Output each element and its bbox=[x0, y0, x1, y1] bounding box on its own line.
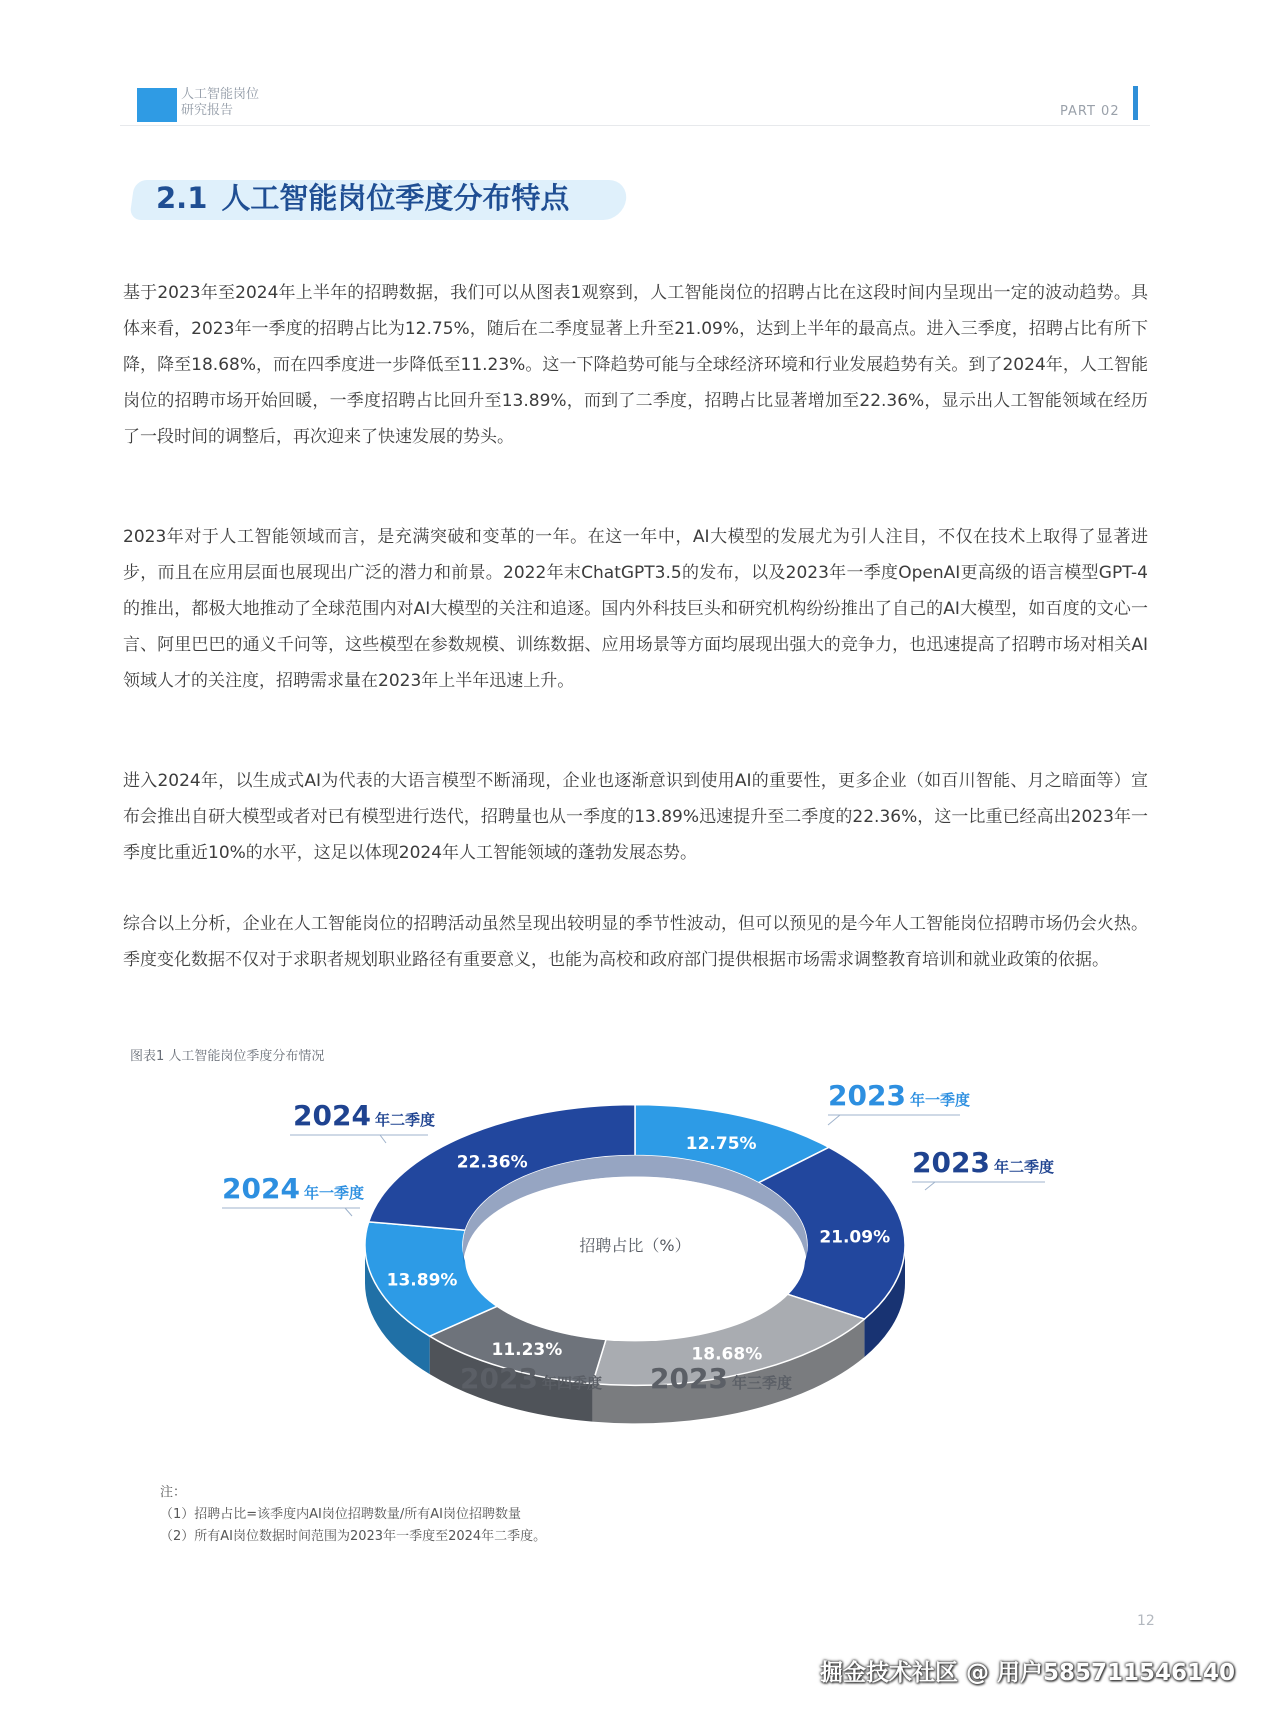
header-logo-square bbox=[137, 88, 177, 122]
note-item-1: （1）招聘占比=该季度内AI岗位招聘数量/所有AI岗位招聘数量 bbox=[160, 1507, 521, 1522]
header-divider bbox=[120, 125, 1150, 126]
body-paragraph-2: 2023年对于人工智能领域而言，是充满突破和变革的一年。在这一年中，AI大模型的发展尤为引人注目，不仅在技术上取得了显著进步，而且在应用层面也展现出广泛的潜力和前景。2022年末ChatGPT3.5的发布，以及2023年一季度OpenAI更高级的语言模型GPT-4的推出，都极大地推动了全球范围内对AI大模型的关注和追逐。国内外科技巨头和研究机构纷纷推出了自己的AI大模型，如百度的文心一言、阿里巴巴的通义千问等，这些模型在参数规模、训练数据、应用场景等方面均展现出强大的竞争力，也迅速提高了招聘市场对相关AI领域人才的关注度，招聘需求量在2023年上半年迅速上升。 bbox=[123, 527, 1148, 691]
slice-value-label-1: 12.75% bbox=[685, 1134, 757, 1155]
slice-value-label-2: 21.09% bbox=[819, 1227, 891, 1248]
callout-pointer-2 bbox=[925, 1182, 935, 1190]
header-report-title bbox=[181, 87, 259, 119]
donut-hole bbox=[465, 1177, 805, 1342]
callout-label-5: 2024 年一季度 bbox=[222, 1172, 364, 1205]
section-number: 2.1 bbox=[156, 181, 208, 215]
figure-caption: 图表1 人工智能岗位季度分布情况 bbox=[130, 1049, 325, 1064]
page-number: 12 bbox=[1137, 1613, 1155, 1629]
slice-value-label-6: 22.36% bbox=[456, 1152, 528, 1173]
section-heading bbox=[156, 176, 569, 217]
note-item-2: （2）所有AI岗位数据时间范围为2023年一季度至2024年二季度。 bbox=[160, 1529, 547, 1544]
header-title-line1: 人工智能岗位 bbox=[181, 87, 260, 102]
notes-heading: 注： bbox=[160, 1485, 187, 1500]
header-title-line2: 研究报告 bbox=[181, 103, 234, 118]
callout-label-2: 2023 年二季度 bbox=[912, 1146, 1054, 1179]
watermark: 掘金技术社区 @ 用户585711546140 bbox=[820, 1660, 1236, 1686]
callout-label-4: 2023 年四季度 bbox=[460, 1362, 602, 1395]
callout-label-3: 2023 年三季度 bbox=[650, 1362, 792, 1395]
body-paragraph-3: 进入2024年，以生成式AI为代表的大语言模型不断涌现，企业也逐渐意识到使用AI的重要性，更多企业（如百川智能、月之暗面等）宣布会推出自研大模型或者对已有模型进行迭代，招聘量也从一季度的13.89%迅速提升至二季度的22.36%，这一比重已经高出2023年一季度比重近10%的水平，这足以体现2024年人工智能领域的蓬勃发展态势。 bbox=[123, 771, 1148, 863]
slice-value-label-5: 13.89% bbox=[386, 1270, 458, 1291]
section-title-text: 人工智能岗位季度分布特点 bbox=[221, 181, 570, 215]
quarterly-donut-chart bbox=[0, 1070, 1268, 1430]
callout-label-1: 2023 年一季度 bbox=[828, 1079, 970, 1112]
callout-pointer-5 bbox=[345, 1208, 352, 1216]
callout-pointer-1 bbox=[828, 1115, 840, 1125]
body-paragraph-4: 综合以上分析，企业在人工智能岗位的招聘活动虽然呈现出较明显的季节性波动，但可以预见的是今年人工智能岗位招聘市场仍会火热。季度变化数据不仅对于求职者规划职业路径有重要意义，也能为高校和政府部门提供根据市场需求调整教育培训和就业政策的依据。 bbox=[123, 914, 1148, 970]
slice-value-label-4: 11.23% bbox=[491, 1340, 563, 1361]
chart-center-label: 招聘占比（%） bbox=[579, 1236, 691, 1255]
body-paragraph-1: 基于2023年至2024年上半年的招聘数据，我们可以从图表1观察到，人工智能岗位的招聘占比在这段时间内呈现出一定的波动趋势。具体来看，2023年一季度的招聘占比为12.75%，随后在二季度显著上升至21.09%，达到上半年的最高点。进入三季度，招聘占比有所下降，降至18.68%，而在四季度进一步降低至11.23%。这一下降趋势可能与全球经济环境和行业发展趋势有关。到了2024年，人工智能岗位的招聘市场开始回暖，一季度招聘占比回升至13.89%，而到了二季度，招聘占比显著增加至22.36%，显示出人工智能领域在经历了一段时间的调整后，再次迎来了快速发展的势头。 bbox=[123, 283, 1148, 447]
callout-label-6: 2024 年二季度 bbox=[293, 1099, 435, 1132]
slice-value-label-3: 18.68% bbox=[691, 1344, 763, 1365]
header-part-label: PART 02 bbox=[1060, 104, 1120, 119]
notes-block bbox=[160, 1482, 546, 1548]
header-accent-bar bbox=[1133, 86, 1138, 120]
callout-pointer-6 bbox=[380, 1135, 386, 1143]
